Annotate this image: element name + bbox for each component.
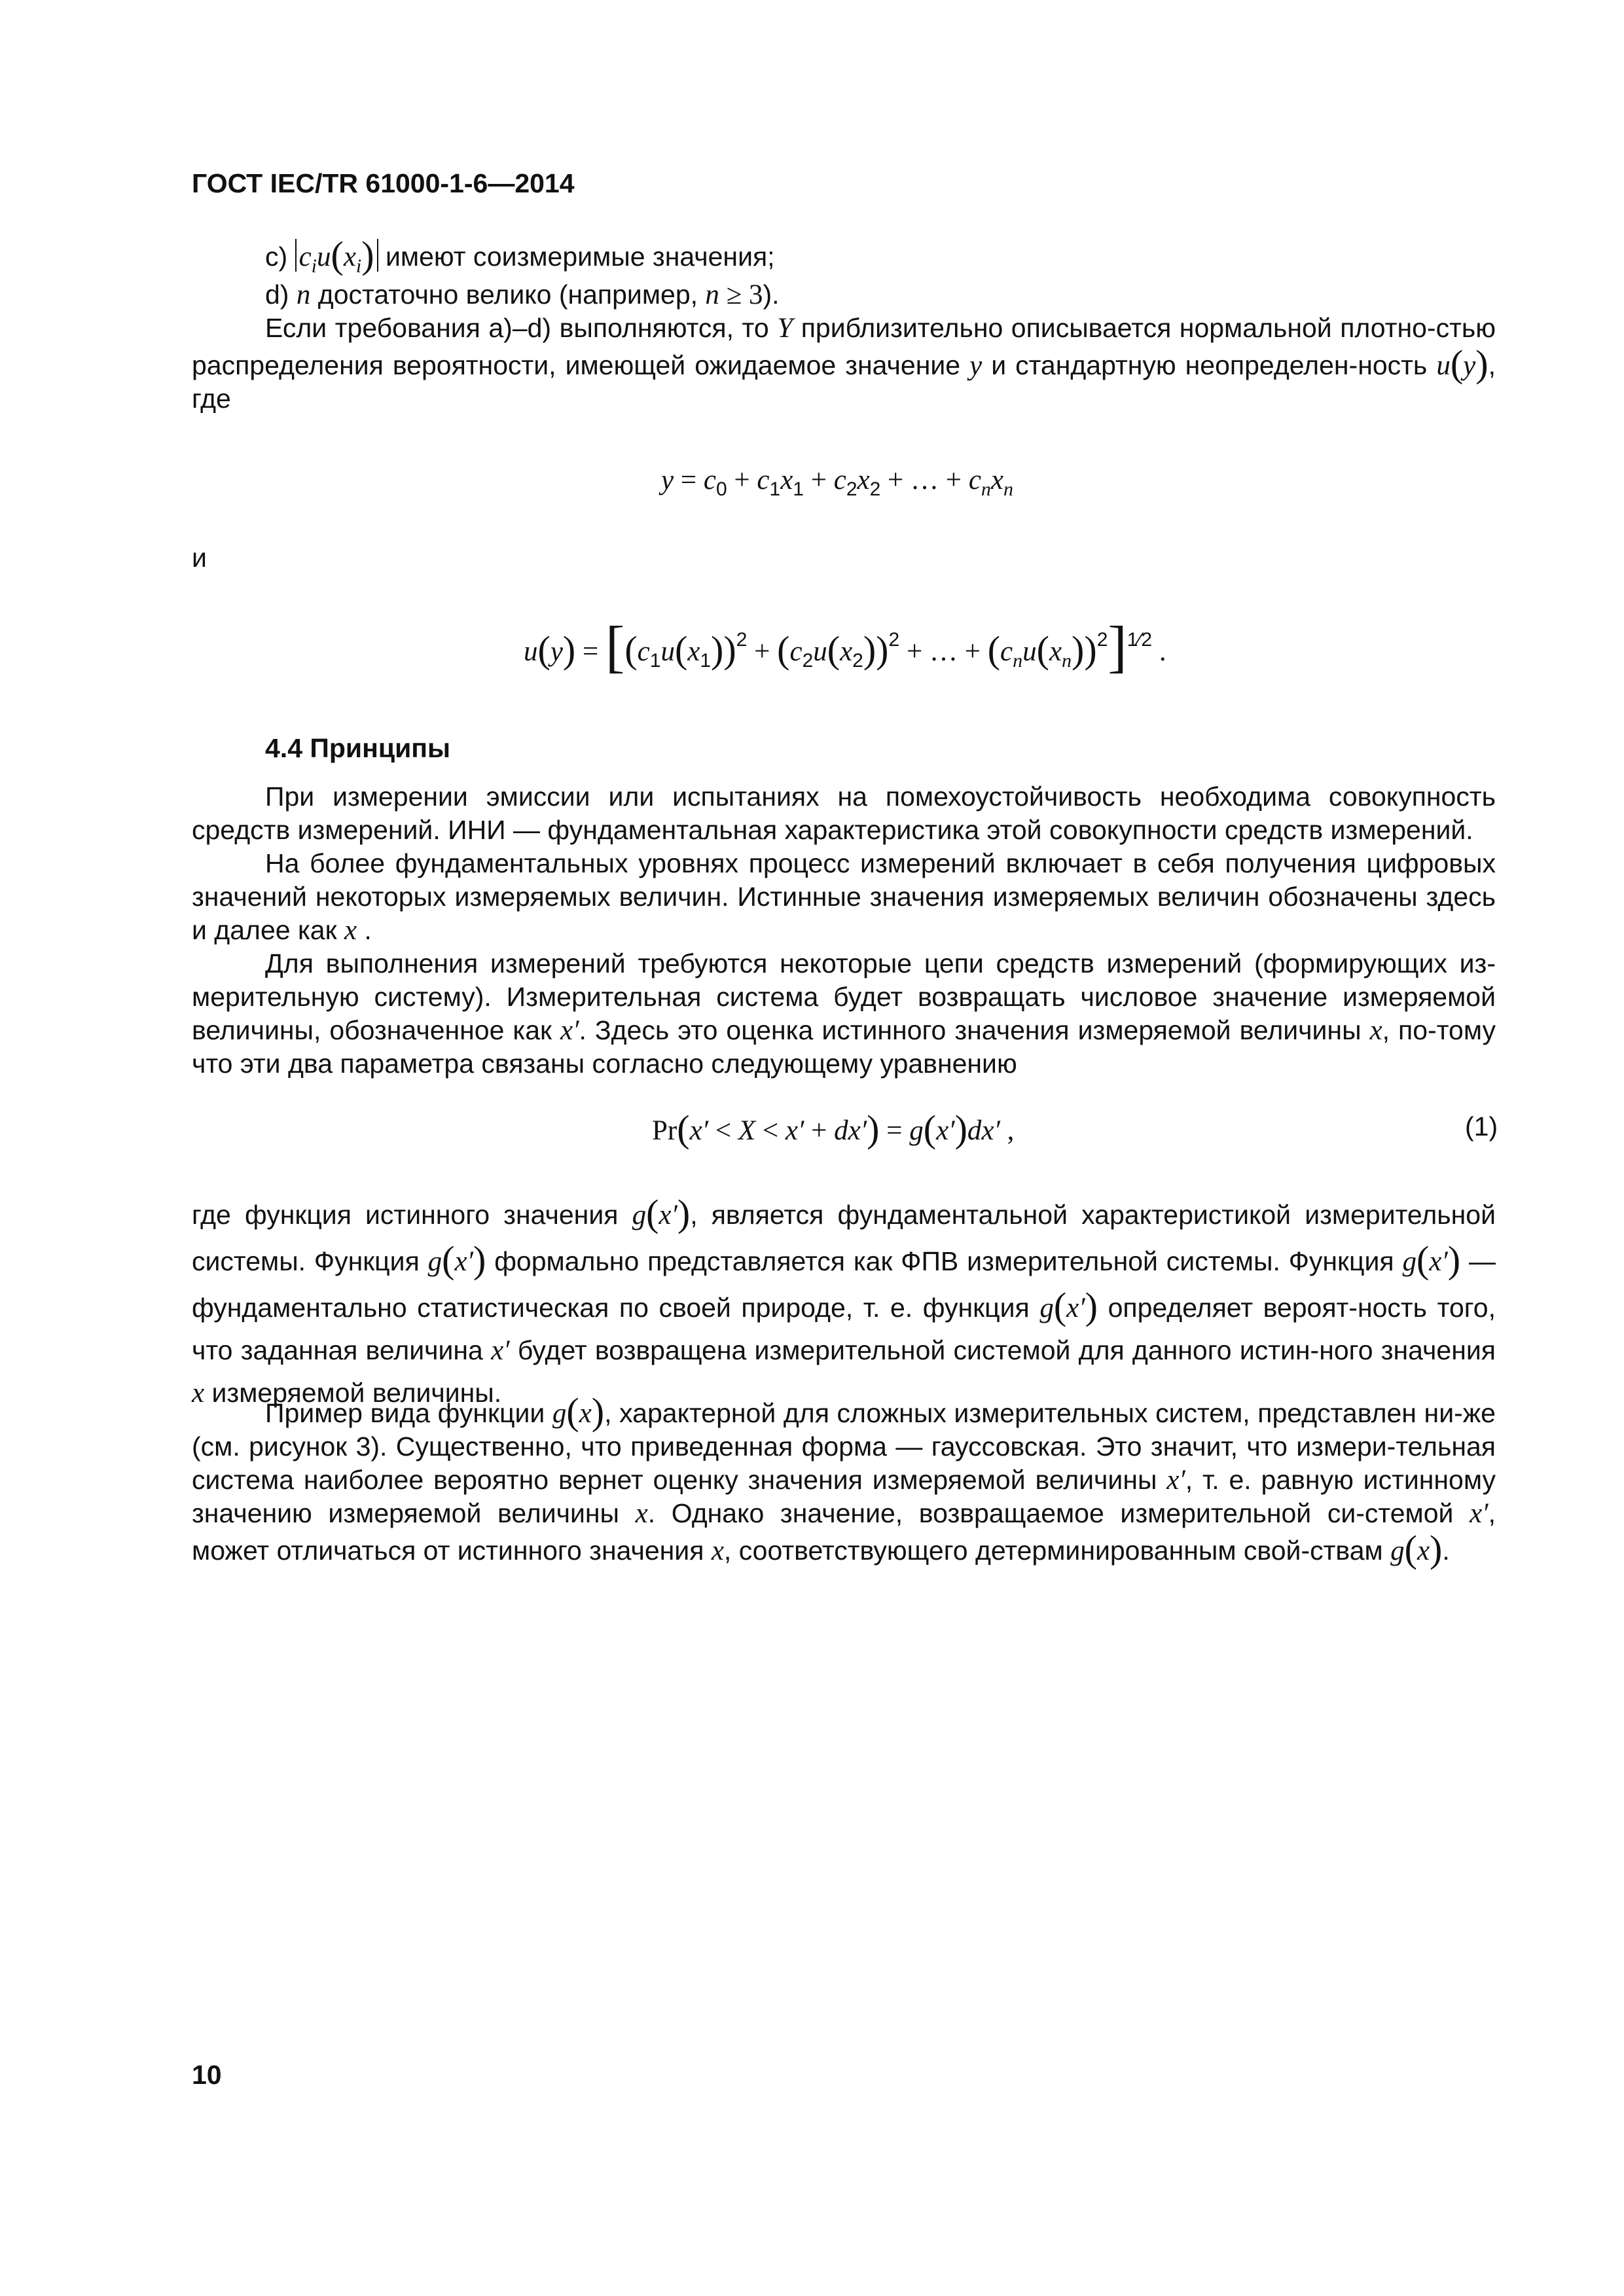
paragraph-1: При измерении эмиссии или испытаниях на помехоустойчивость необходима совокупность средств измерений. ИНИ — фундаментальная характеристика этой совокупности средств измерений.	[192, 781, 1496, 845]
paragraph-2: На более фундаментальных уровнях процесс измерений включает в себя получения цифровых значений некоторых измеряемых величин. Истинные значения измеряемых величин обозначены здесь и далее как x .	[192, 848, 1496, 946]
section-title: 4.4 Принципы	[265, 733, 451, 763]
paragraph-3: Для выполнения измерений требуются некоторые цепи средств измерений (формирующих из-мерительную систему). Измерительная система будет возвращать числовое значение измеряемой величины, обозначенное как x′. Здесь это оценка истинного значения измеряемой величины x, по-тому что эти два параметра связаны согласно следующему уравнению	[192, 948, 1496, 1079]
formula-expected-value: $y = c_0 + c_1x_1 + c_2x_2$ + … + $c_nx_n$	[661, 465, 1013, 500]
and-word: и	[192, 543, 207, 573]
list-item-d: d) n достаточно велико (например, n ≥ 3).	[265, 279, 780, 310]
formula-standard-uncertainty: $u(y) = [(c_1u(x_1))^2 + (c_2u(x_2))^2$ + … + $(c_nu(x_n))^2]^{1⁄2}$ .	[524, 615, 1166, 679]
list-item-c	[192, 234, 1496, 277]
list-text-c: имеют соизмеримые значения;	[386, 242, 775, 272]
formula-probability: Pr(x′ < X < x′ + dx′) = g(x′)dx′ ,	[652, 1107, 1015, 1150]
list-text-d: достаточно велико (например,	[317, 279, 698, 310]
document-header: ГОСТ IEC/TR 61000-1-6—2014	[192, 168, 575, 198]
page-number: 10	[192, 2060, 222, 2090]
equation-number: (1)	[1465, 1111, 1498, 1141]
paragraph-5: Пример вида функции g(x), характерной для сложных измерительных систем, представлен ни-же (см. рисунок 3). Существенно, что приведенная форма — гауссовская. Это значит, что измери-тельная система наиболее вероятно вернет оценку значения измеряемой величины x′, т. е. равную истинному значению измеряемой величины x. Однако значение, возвращаемое измерительной си-стемой x′, может отличаться от истинного значения x, соответствующего детерминированным свой-ствам g(x).	[192, 1390, 1496, 1570]
formula-abs-ciuxi: $c_iu(x_i)$	[295, 239, 378, 272]
list-label-c: c)	[265, 242, 288, 272]
paragraph-4: где функция истинного значения g(x′), является фундаментальной характеристикой измерительной системы. Функция g(x′) формально представляется как ФПВ измерительной системы. Функция g(x′) — фундаментально статистическая по своей природе, т. е. функция g(x′) определяет вероят-ность того, что заданная величина x′ будет возвращена измерительной системой для данного истин-ного значения x измеряемой величины.	[192, 1192, 1496, 1408]
list-label-d: d)	[265, 279, 289, 310]
intro-paragraph: Если требования а)–d) выполняются, то Y приблизительно описывается нормальной плотно-стью распределения вероятности, имеющей ожидаемое значение y и стандартную неопределен-ность u(y), где	[192, 313, 1496, 414]
